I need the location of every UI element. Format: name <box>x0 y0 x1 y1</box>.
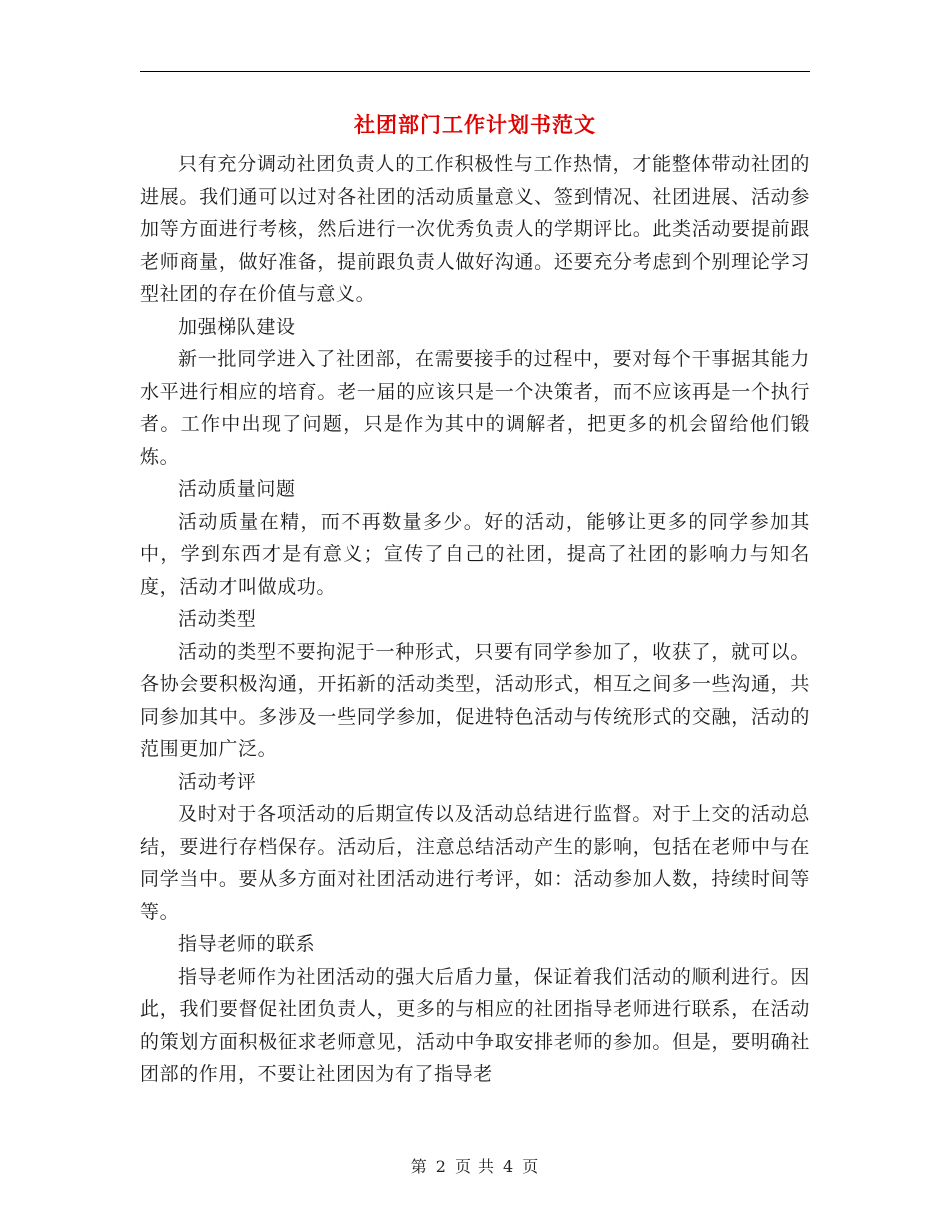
header-rule <box>140 71 810 72</box>
page-footer <box>0 1154 950 1177</box>
paragraph: 新一批同学进入了社团部，在需要接手的过程中，要对每个干事据其能力水平进行相应的培育。老一届的应该只是一个决策者，而不应该再是一个执行者。工作中出现了问题，只是作为其中的调解者，把更多的机会留给他们锻炼。 <box>140 348 810 468</box>
footer-total-pages: 4 <box>503 1157 515 1176</box>
footer-middle: 页 共 <box>454 1157 496 1176</box>
section-heading: 活动质量问题 <box>178 478 296 500</box>
paragraph: 活动的类型不要拘泥于一种形式，只要有同学参加了，收获了，就可以。各协会要积极沟通，开拓新的活动类型，活动形式，相互之间多一些沟通，共同参加其中。多涉及一些同学参加，促进特色活动与传统形式的交融，活动的范围更加广泛。 <box>140 640 810 760</box>
paragraph: 只有充分调动社团负责人的工作积极性与工作热情，才能整体带动社团的进展。我们通可以过对各社团的活动质量意义、签到情况、社团进展、活动参加等方面进行考核，然后进行一次优秀负责人的学期评比。此类活动要提前跟老师商量，做好准备，提前跟负责人做好沟通。还要充分考虑到个别理论学习型社团的存在价值与意义。 <box>140 153 810 305</box>
footer-suffix: 页 <box>522 1157 540 1176</box>
section-heading: 指导老师的联系 <box>178 933 316 955</box>
document-body <box>140 148 810 1091</box>
footer-page-number: 2 <box>435 1157 447 1176</box>
section-heading: 加强梯队建设 <box>178 315 296 338</box>
footer-prefix: 第 <box>410 1157 428 1176</box>
paragraph: 指导老师作为社团活动的强大后盾力量，保证着我们活动的顺利进行。因此，我们要督促社团负责人，更多的与相应的社团指导老师进行联系，在活动的策划方面积极征求老师意见，活动中争取安排老师的参加。但是，要明确社团部的作用，不要让社团因为有了指导老 <box>140 965 810 1085</box>
section-heading: 活动考评 <box>178 770 257 793</box>
paragraph: 活动质量在精，而不再数量多少。好的活动，能够让更多的同学参加其中，学到东西才是有意义；宣传了自己的社团，提高了社团的影响力与知名度，活动才叫做成功。 <box>140 510 810 598</box>
section-heading: 活动类型 <box>178 608 257 630</box>
paragraph: 及时对于各项活动的后期宣传以及活动总结进行监督。对于上交的活动总结，要进行存档保存。活动后，注意总结活动产生的影响，包括在老师中与在同学当中。要从多方面对社团活动进行考评，如：活动参加人数，持续时间等等。 <box>140 803 810 923</box>
document-title: 社团部门工作计划书范文 <box>354 112 596 137</box>
